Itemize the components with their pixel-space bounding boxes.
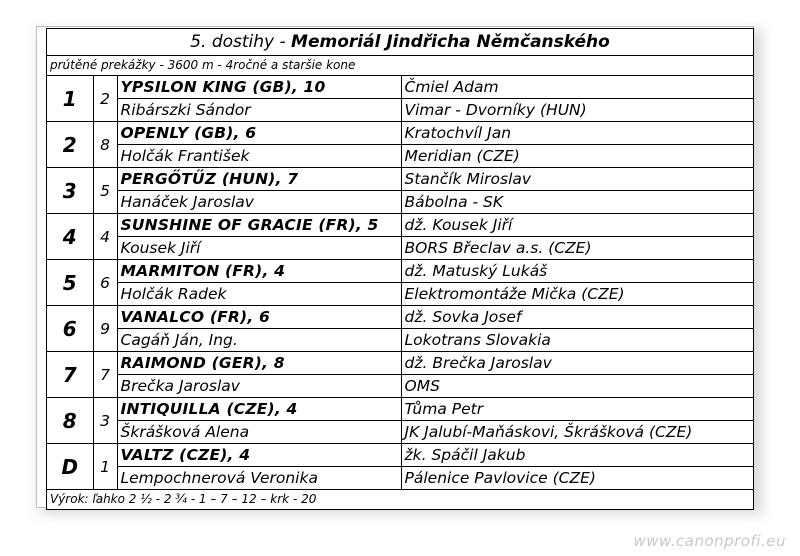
finish-place: 1 bbox=[47, 76, 93, 122]
finish-place: 4 bbox=[47, 214, 93, 260]
owner-name: JK Jalubí-Maňáskovi, Škrášková (CZE) bbox=[401, 421, 753, 444]
owner-name: Pálenice Pavlovice (CZE) bbox=[401, 467, 753, 490]
owner-name: Bábolna - SK bbox=[401, 191, 753, 214]
table-row bbox=[47, 467, 753, 490]
table-row bbox=[47, 421, 753, 444]
trainer-name: dž. Kousek Jiří bbox=[401, 214, 753, 237]
jockey-name: Holčák František bbox=[117, 145, 401, 168]
table-row bbox=[47, 76, 753, 99]
jockey-name: Lempochnerová Veronika bbox=[117, 467, 401, 490]
trainer-name: Čmiel Adam bbox=[404, 78, 499, 96]
start-number: 4 bbox=[93, 214, 117, 260]
race-name: Memoriál Jindřicha Němčanského bbox=[291, 32, 610, 52]
table-row bbox=[47, 214, 753, 237]
table-row bbox=[47, 99, 753, 122]
jockey-name: Hanáček Jaroslav bbox=[117, 191, 401, 214]
jockey-name: Škrášková Alena bbox=[117, 421, 401, 444]
horse-name: OPENLY (GB), 6 bbox=[117, 122, 401, 145]
table-row bbox=[47, 444, 753, 467]
horse-name: SUNSHINE OF GRACIE (FR), 5 bbox=[117, 214, 401, 237]
table-row bbox=[47, 122, 753, 145]
jockey-name: Kousek Jiří bbox=[117, 237, 401, 260]
owner-name: OMS bbox=[401, 375, 753, 398]
race-number: 5. dostihy - bbox=[190, 32, 286, 52]
horse-name: VANALCO (FR), 6 bbox=[117, 306, 401, 329]
finish-place: D bbox=[47, 444, 93, 490]
finish-place: 8 bbox=[47, 398, 93, 444]
table-row bbox=[47, 237, 753, 260]
start-number: 5 bbox=[93, 168, 117, 214]
start-number: 8 bbox=[93, 122, 117, 168]
table-row bbox=[47, 329, 753, 352]
race-conditions: prútěné prekážky - 3600 m - 4ročné a staršie kone bbox=[47, 56, 753, 76]
table-row bbox=[47, 375, 753, 398]
jockey-name: Holčák Radek bbox=[117, 283, 401, 306]
table-row bbox=[47, 398, 753, 421]
table-row bbox=[47, 260, 753, 283]
trainer-name: dž. Sovka Josef bbox=[401, 306, 753, 329]
start-number: 3 bbox=[93, 398, 117, 444]
horse-name: PERGŐTŰZ (HUN), 7 bbox=[117, 168, 401, 191]
table-row bbox=[47, 306, 753, 329]
trainer-name: dž. Brečka Jaroslav bbox=[401, 352, 753, 375]
trainer-name: Tůma Petr bbox=[401, 398, 753, 421]
horse-name: YPSILON KING (GB), 10 bbox=[117, 76, 401, 99]
finish-place: 5 bbox=[47, 260, 93, 306]
result-margins: Výrok: ľahko 2 ½ - 2 ¾ - 1 – 7 – 12 – krk - 20 bbox=[47, 489, 753, 509]
table-row bbox=[47, 283, 753, 306]
jockey-name: Brečka Jaroslav bbox=[117, 375, 401, 398]
trainer-name: Stančík Miroslav bbox=[401, 168, 753, 191]
start-number: 7 bbox=[93, 352, 117, 398]
trainer-name: žk. Spáčil Jakub bbox=[401, 444, 753, 467]
watermark: www.canonprofi.eu bbox=[633, 532, 786, 550]
start-number: 6 bbox=[93, 260, 117, 306]
finish-place: 6 bbox=[47, 306, 93, 352]
owner-name: BORS Břeclav a.s. (CZE) bbox=[401, 237, 753, 260]
table-row bbox=[47, 145, 753, 168]
finish-place: 2 bbox=[47, 122, 93, 168]
start-number: 1 bbox=[93, 444, 117, 490]
horse-name: VALTZ (CZE), 4 bbox=[117, 444, 401, 467]
jockey-name: Cagáň Ján, Ing. bbox=[117, 329, 401, 352]
horse-name: RAIMOND (GER), 8 bbox=[117, 352, 401, 375]
trainer-name: Kratochvíl Jan bbox=[401, 122, 753, 145]
owner-name: Elektromontáže Mička (CZE) bbox=[401, 283, 753, 306]
horse-name: INTIQUILLA (CZE), 4 bbox=[117, 398, 401, 421]
results-sheet bbox=[46, 28, 754, 510]
jockey-name: Ribárszki Sándor bbox=[117, 99, 401, 122]
start-number: 2 bbox=[100, 89, 110, 108]
table-row bbox=[47, 191, 753, 214]
table-row bbox=[47, 168, 753, 191]
race-title bbox=[47, 29, 753, 56]
owner-name: Vimar - Dvorníky (HUN) bbox=[401, 99, 753, 122]
table-row bbox=[47, 352, 753, 375]
owner-name: Meridian (CZE) bbox=[401, 145, 753, 168]
trainer-name: dž. Matuský Lukáš bbox=[401, 260, 753, 283]
start-number: 9 bbox=[93, 306, 117, 352]
finish-place: 3 bbox=[47, 168, 93, 214]
finish-place: 7 bbox=[47, 352, 93, 398]
horse-name: MARMITON (FR), 4 bbox=[117, 260, 401, 283]
owner-name: Lokotrans Slovakia bbox=[401, 329, 753, 352]
results-table bbox=[47, 76, 753, 489]
